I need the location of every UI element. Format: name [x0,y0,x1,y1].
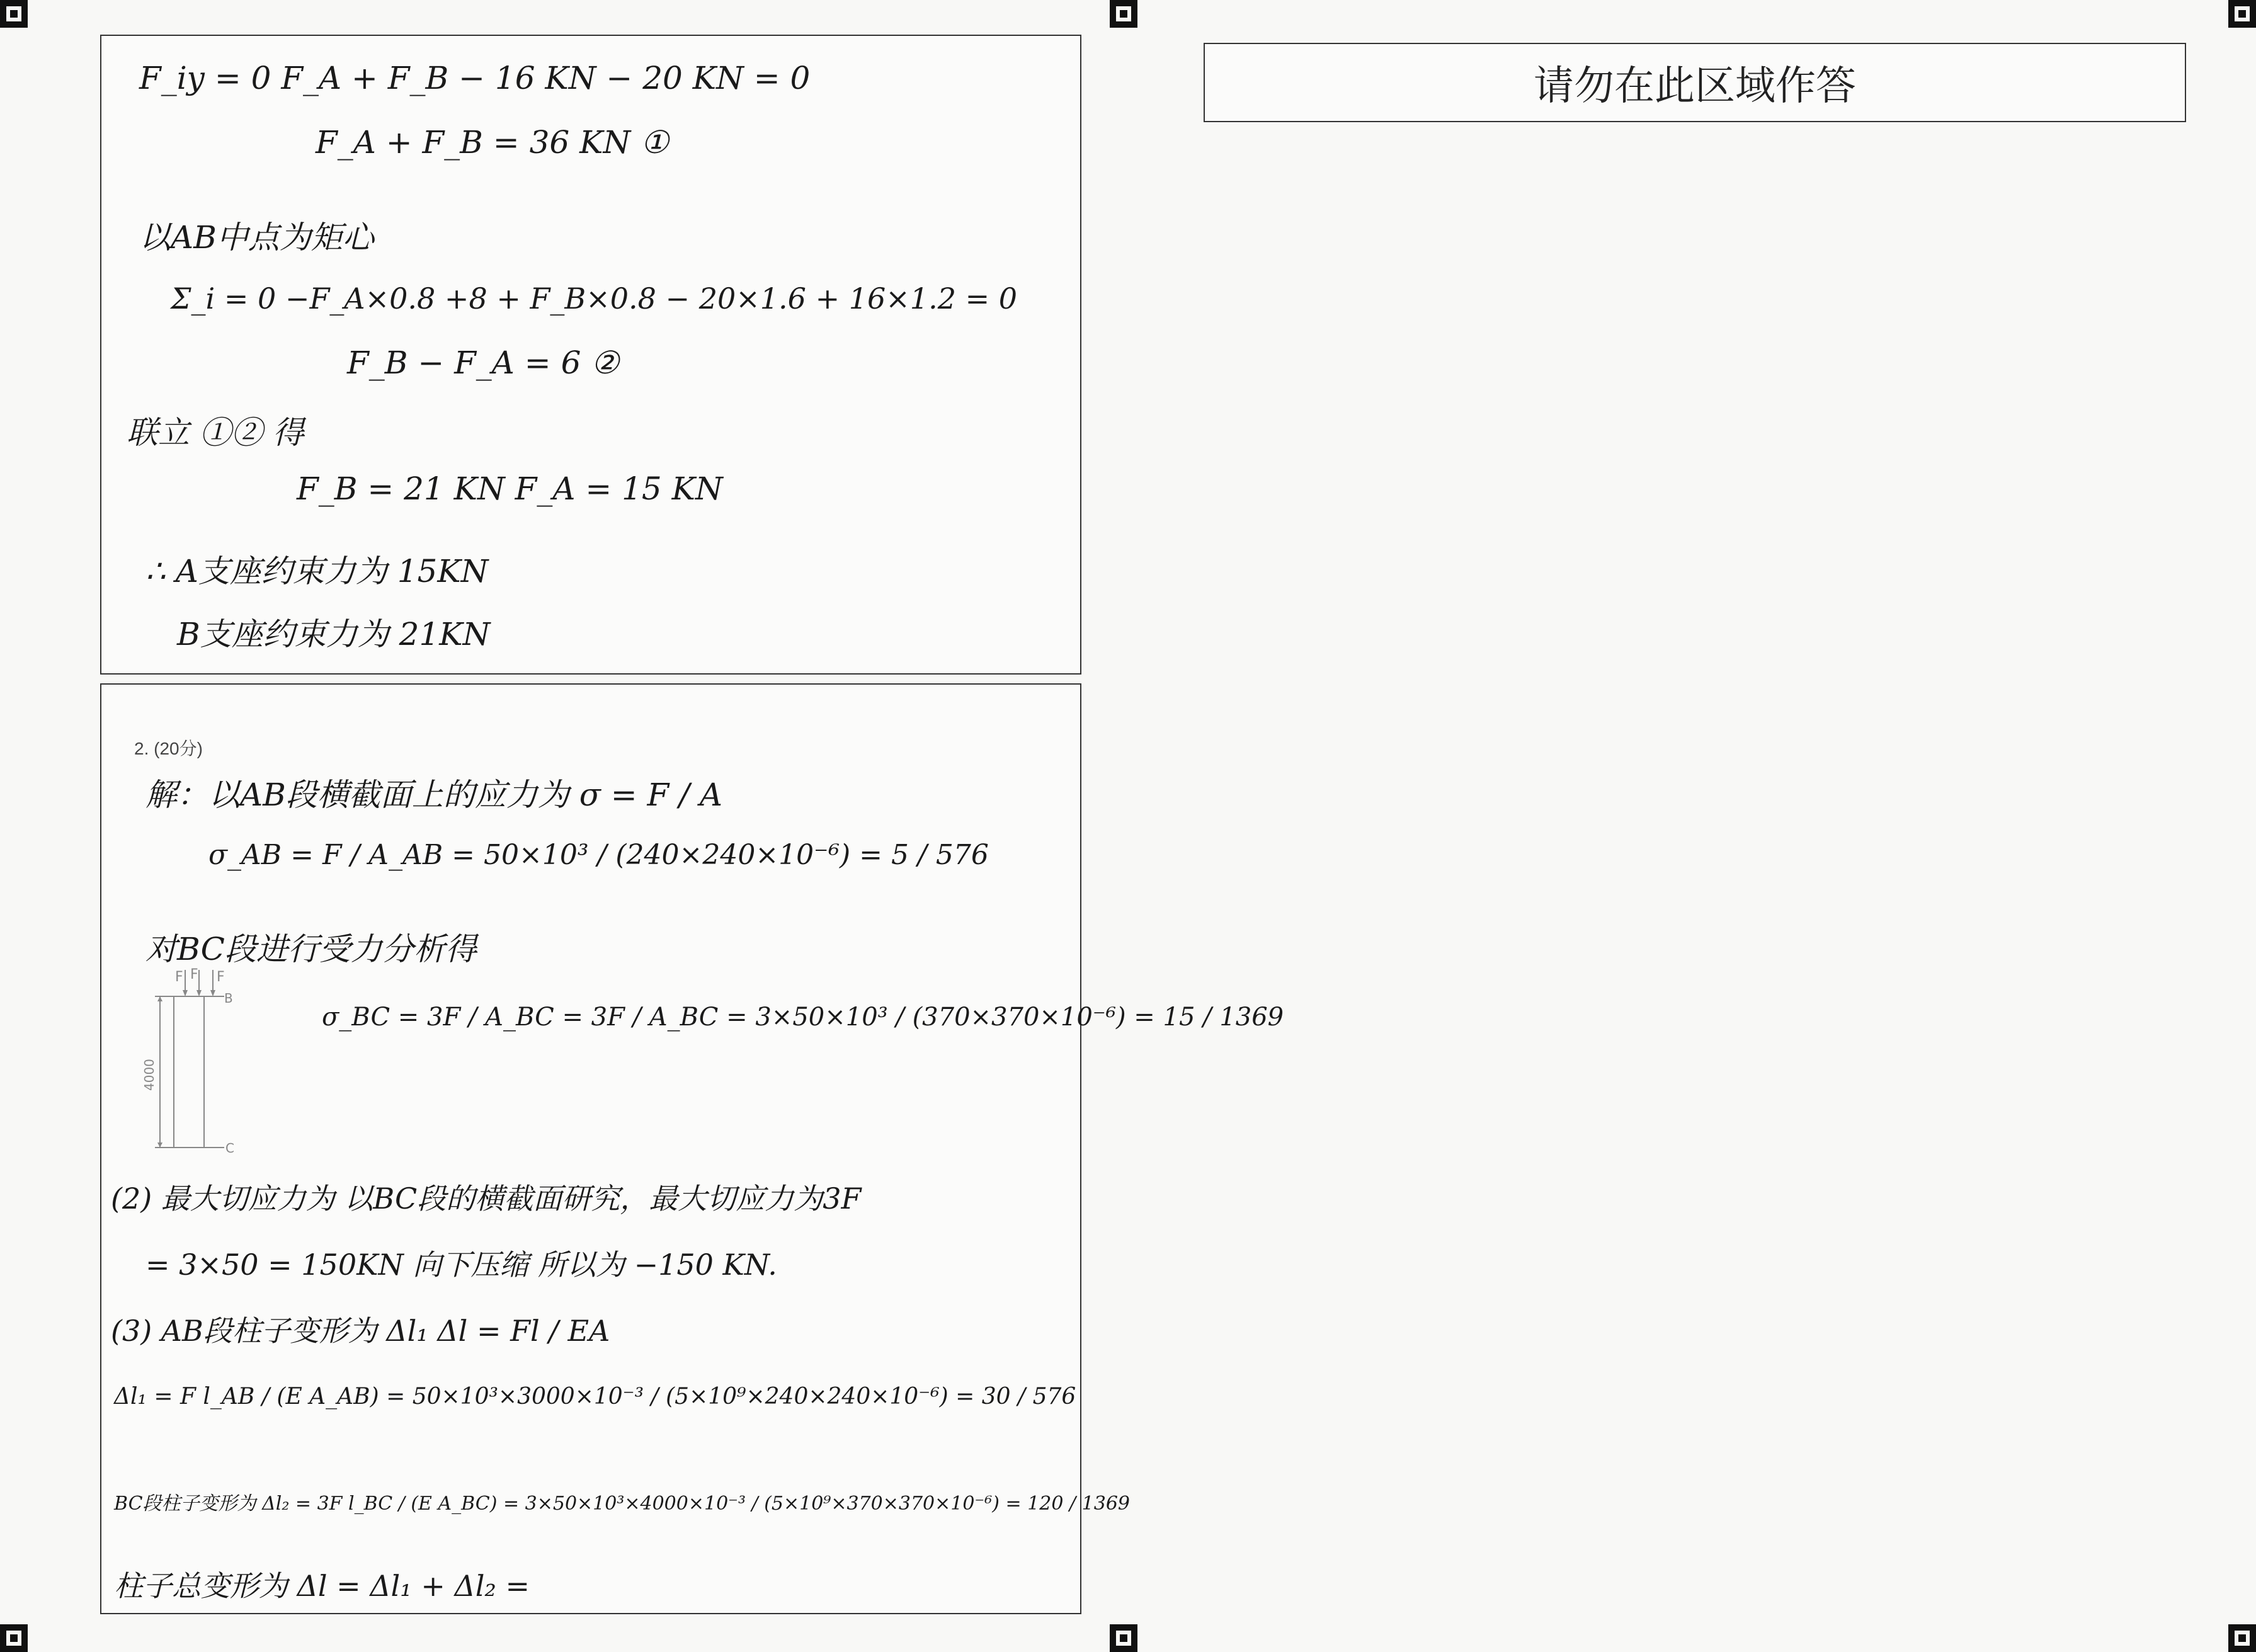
handwritten-line: Δl₁ = F l_AB / (E A_AB) = 50×10³×3000×10⁻³ / (5×10⁹×240×240×10⁻⁶) = 30 / 576 [114,1384,1076,1410]
handwritten-line: F_B − F_A = 6 ② [347,345,620,381]
handwritten-line: 柱子总变形为 Δl = Δl₁ + Δl₂ = [114,1569,530,1603]
force-label-3: F [217,969,225,985]
handwritten-line: F_B = 21 KN F_A = 15 KN [297,470,723,507]
force-label-1: F [175,969,183,985]
handwritten-line: B支座约束力为 21KN [177,616,491,652]
handwritten-line: (3) AB段柱子变形为 Δl₁ Δl = Fl / EA [111,1314,610,1348]
corner-marker-top-left [0,0,28,28]
question-label: 2. (20分) [134,739,203,758]
force-label-2: F [190,967,198,983]
corner-marker-top-right [2228,0,2256,28]
column-force-diagram [130,965,275,1160]
handwritten-line: F_A + F_B = 36 KN ① [316,124,669,161]
handwritten-line: F_iy = 0 F_A + F_B − 16 KN − 20 KN = 0 [139,60,811,96]
corner-marker-top-center [1110,0,1137,28]
corner-marker-bottom-left [0,1624,28,1652]
point-label-b: B [224,991,233,1006]
handwritten-line: 以AB中点为矩心 [139,219,374,256]
point-label-c: C [225,1141,234,1156]
dimension-label: 4000 [142,1059,157,1091]
handwritten-line: (2) 最大切应力为 以BC段的横截面研究，最大切应力为3F [111,1182,862,1216]
corner-marker-bottom-center [1110,1624,1137,1652]
handwritten-line: σ_AB = F / A_AB = 50×10³ / (240×240×10⁻⁶) = 5 / 576 [208,839,989,871]
handwritten-line: 联立 ①② 得 [127,414,304,451]
handwritten-line: σ_BC = 3F / A_BC = 3F / A_BC = 3×50×10³ / (370×370×10⁻⁶) = 15 / 1369 [322,1003,1284,1032]
corner-marker-bottom-right [2228,1624,2256,1652]
handwritten-line: = 3×50 = 150KN 向下压缩 所以为 −150 KN. [145,1248,777,1282]
answer-box-2 [100,683,1284,1614]
handwritten-line: 解：以AB段横截面上的应力为 σ = F / A [145,777,722,813]
do-not-answer-notice: 请勿在此区域作答 [1204,43,2186,122]
handwritten-line: BC段柱子变形为 Δl₂ = 3F l_BC / (E A_BC) = 3×50×10³×4000×10⁻³ / (5×10⁹×370×370×10⁻⁶) = 120 / 1369 [114,1493,1130,1515]
handwritten-line: ∴ A支座约束力为 15KN [145,553,489,590]
handwritten-line: 对BC段进行受力分析得 [145,931,477,967]
handwritten-line: Σ_i = 0 −F_A×0.8 +8 + F_B×0.8 − 20×1.6 + 16×1.2 = 0 [171,282,1018,316]
answer-box-1 [100,35,1081,675]
